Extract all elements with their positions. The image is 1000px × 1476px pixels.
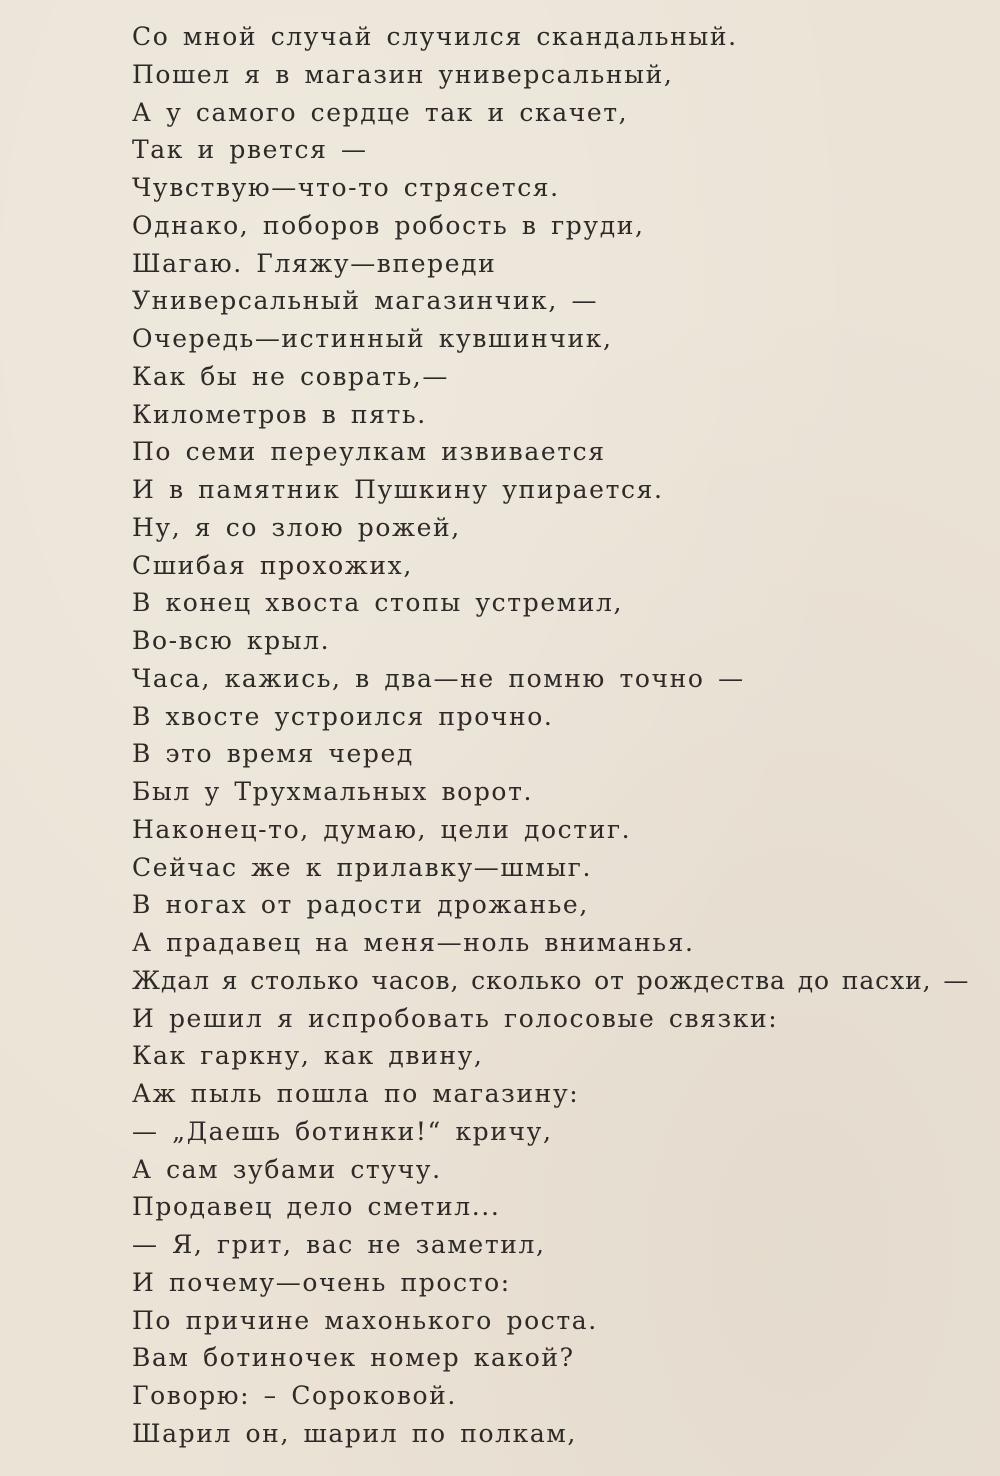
poem-line: Был у Трухмальных ворот. — [132, 777, 534, 806]
poem-line: Во-всю крыл. — [132, 626, 331, 655]
poem-line: В ногах от радости дрожанье, — [132, 890, 589, 920]
poem-line: В это время черед — [132, 739, 414, 769]
poem-line: Ну, я со злою рожей, — [132, 512, 461, 542]
poem-line: Сейчас же к прилавку—шмыг. — [132, 852, 593, 882]
poem-text — [132, 18, 972, 1453]
poem-line: Ждал я столько часов, сколько от рождества до пасхи, — — [132, 965, 970, 995]
poem-line: Говорю: – Сороковой. — [132, 1381, 457, 1410]
poem-line: — „Даешь ботинки!“ кричу, — [132, 1116, 553, 1146]
poem-line: Как гаркну, как двину, — [132, 1041, 484, 1071]
poem-line: Универсальный магазинчик, — — [132, 286, 599, 316]
poem-line: Шагаю. Гляжу—впереди — [132, 248, 497, 278]
poem-line: По семи переулкам извивается — [132, 437, 606, 467]
poem-line: А сам зубами стучу. — [132, 1154, 442, 1184]
poem-line: А прадавец на меня—ноль вниманья. — [132, 928, 695, 957]
poem-line: И почему—очень просто: — [132, 1267, 511, 1297]
poem-line: Продавец дело сметил... — [132, 1192, 501, 1222]
poem-line: — Я, грит, вас не заметил, — [132, 1230, 546, 1259]
poem-line: И решил я испробовать голосовые связки: — [132, 1003, 779, 1033]
poem-line: Километров в пять. — [132, 399, 427, 429]
poem-line: Так и рвется — — [132, 135, 368, 165]
poem-line: По причине махонького роста. — [132, 1305, 598, 1335]
poem-line: В хвосте устроился прочно. — [132, 701, 554, 731]
poem-line: А у самого сердце так и скачет, — [132, 97, 629, 127]
poem-line: Со мной случай случился скандальный. — [132, 22, 738, 51]
poem-line: Чувствую—что-то стрясется. — [132, 173, 560, 202]
poem-line: Как бы не соврать,— — [132, 361, 449, 391]
poem-line: Шарил он, шарил по полкам, — [132, 1418, 577, 1448]
poem-line: В конец хвоста стопы устремил, — [132, 588, 624, 618]
poem-line: И в памятник Пушкину упирается. — [132, 475, 664, 504]
poem-line: Часа, кажись, в два—не помню точно — — [132, 663, 745, 693]
poem-line: Сшибая прохожих, — [132, 550, 413, 580]
poem-line: Однако, поборов робость в груди, — [132, 210, 645, 240]
poem-line: Вам ботиночек номер какой? — [132, 1343, 575, 1373]
poem-line: Наконец-то, думаю, цели достиг. — [132, 814, 632, 844]
poem-line: Аж пыль пошла по магазину: — [132, 1079, 580, 1108]
poem-line: Очередь—истинный кувшинчик, — [132, 324, 613, 353]
poem-line: Пошел я в магазин универсальный, — [132, 59, 674, 89]
